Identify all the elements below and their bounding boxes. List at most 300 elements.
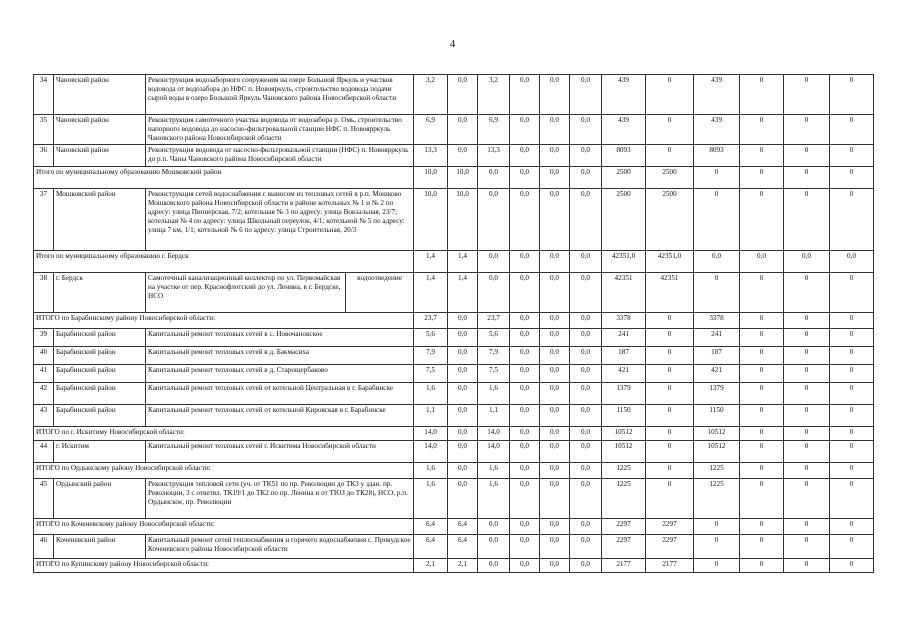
value-cell: 0,0 <box>478 519 510 535</box>
value-cell: 0 <box>784 145 830 167</box>
value-cell: 6,4 <box>448 535 478 559</box>
value-cell: 0 <box>646 347 694 365</box>
district-cell: Ордынский район <box>54 479 146 519</box>
value-cell: 0 <box>740 535 784 559</box>
total-label: ИТОГО по г. Искитиму Новосибирской области: <box>34 427 414 441</box>
value-cell: 0 <box>784 365 830 383</box>
value-cell: 1225 <box>694 479 740 519</box>
value-cell: 0 <box>740 463 784 479</box>
value-cell: 0,0 <box>830 251 874 273</box>
value-cell: 0 <box>740 365 784 383</box>
value-cell: 2,1 <box>448 559 478 573</box>
total-row <box>34 313 874 329</box>
value-cell: 0 <box>740 383 784 405</box>
value-cell: 0,0 <box>510 535 540 559</box>
value-cell: 0,0 <box>570 383 602 405</box>
value-cell: 0,0 <box>540 347 570 365</box>
value-cell: 187 <box>694 347 740 365</box>
value-cell: 0 <box>830 479 874 519</box>
district-cell: Коченевский район <box>54 535 146 559</box>
value-cell: 0 <box>830 273 874 313</box>
row-number: 39 <box>34 329 54 347</box>
total-row <box>34 251 874 273</box>
value-cell: 0 <box>784 405 830 427</box>
value-cell: 14,0 <box>414 427 448 441</box>
value-cell: 0,0 <box>694 251 740 273</box>
value-cell: 0 <box>694 273 740 313</box>
value-cell: 0,0 <box>540 115 570 145</box>
value-cell: 0 <box>740 405 784 427</box>
row-number: 43 <box>34 405 54 427</box>
row-number: 36 <box>34 145 54 167</box>
row-number: 38 <box>34 273 54 313</box>
row-number: 41 <box>34 365 54 383</box>
value-cell: 0 <box>830 329 874 347</box>
value-cell: 0,0 <box>448 347 478 365</box>
value-cell: 439 <box>602 115 646 145</box>
value-cell: 0,0 <box>570 329 602 347</box>
description-cell: Реконструкция водовода от насосно-фильтровальной станции (НФС) п. Новоярркуль до р.п. Чаны Чановского района Новосибирской области <box>146 145 414 167</box>
value-cell: 0,0 <box>540 273 570 313</box>
total-label: ИТОГО по Барабинскому району Новосибирской области: <box>34 313 414 329</box>
value-cell: 1,6 <box>478 463 510 479</box>
value-cell: 14,0 <box>414 441 448 463</box>
description-cell: Реконструкция тепловой сети (уч. от ТК51 по пр. Революции до ТК3 у здан. пр. Революции, 3 с ответвл. ТК19/1 до ТК2 по пр. Ленина и от ТЮЗ до ТК28), НСО, р.п. Ордынское, пр. Революции <box>146 479 414 519</box>
value-cell: 0 <box>784 167 830 189</box>
row-number: 35 <box>34 115 54 145</box>
value-cell: 0 <box>830 535 874 559</box>
value-cell: 1225 <box>694 463 740 479</box>
value-cell: 0,0 <box>510 383 540 405</box>
row-number: 40 <box>34 347 54 365</box>
value-cell: 1,4 <box>448 273 478 313</box>
table-row <box>34 145 874 167</box>
value-cell: 3378 <box>694 313 740 329</box>
value-cell: 0,0 <box>540 251 570 273</box>
table-row <box>34 365 874 383</box>
value-cell: 0,0 <box>510 427 540 441</box>
value-cell: 0,0 <box>510 479 540 519</box>
value-cell: 0,0 <box>570 189 602 251</box>
value-cell: 2500 <box>646 167 694 189</box>
value-cell: 0 <box>646 383 694 405</box>
value-cell: 0 <box>830 365 874 383</box>
value-cell: 0 <box>694 519 740 535</box>
description-cell: Капитальный ремонт тепловых сетей г. Искитима Новосибирской области <box>146 441 414 463</box>
district-cell: Чановский район <box>54 145 146 167</box>
table-row <box>34 273 874 313</box>
value-cell: 6,4 <box>414 519 448 535</box>
value-cell: 0 <box>740 273 784 313</box>
total-row <box>34 427 874 441</box>
value-cell: 0 <box>784 535 830 559</box>
value-cell: 1225 <box>602 479 646 519</box>
value-cell: 0,0 <box>570 427 602 441</box>
district-cell: Барабинский район <box>54 347 146 365</box>
table-row <box>34 441 874 463</box>
value-cell: 0,0 <box>448 75 478 115</box>
value-cell: 0,0 <box>570 115 602 145</box>
value-cell: 0 <box>830 427 874 441</box>
value-cell: 0,0 <box>448 365 478 383</box>
value-cell: 0 <box>740 559 784 573</box>
value-cell: 0,0 <box>448 441 478 463</box>
value-cell: 5,6 <box>478 329 510 347</box>
total-label: Итого по муниципальному образованию г. Бердск <box>34 251 414 273</box>
value-cell: 0,0 <box>570 75 602 115</box>
value-cell: 0,0 <box>570 405 602 427</box>
value-cell: 6,9 <box>478 115 510 145</box>
value-cell: 2297 <box>646 519 694 535</box>
value-cell: 2500 <box>646 189 694 251</box>
value-cell: 0,0 <box>448 313 478 329</box>
table-row <box>34 383 874 405</box>
value-cell: 0,0 <box>510 365 540 383</box>
value-cell: 0 <box>646 329 694 347</box>
value-cell: 0,0 <box>570 167 602 189</box>
value-cell: 0 <box>740 115 784 145</box>
value-cell: 2177 <box>602 559 646 573</box>
table-row <box>34 479 874 519</box>
row-number: 37 <box>34 189 54 251</box>
value-cell: 1,6 <box>478 383 510 405</box>
value-cell: 0,0 <box>540 441 570 463</box>
value-cell: 0,0 <box>510 145 540 167</box>
row-number: 46 <box>34 535 54 559</box>
value-cell: 13,3 <box>414 145 448 167</box>
value-cell: 1379 <box>602 383 646 405</box>
value-cell: 2297 <box>602 535 646 559</box>
description-cell: Реконструкция самотечного участка водовода от водозабора р. Омь, строительство напорного водовода до насосно-фильтровальной станции НФС п. Новоярркуль Чановского района Новосибирской области <box>146 115 414 145</box>
value-cell: 0,0 <box>448 463 478 479</box>
value-cell: 0 <box>830 189 874 251</box>
value-cell: 0 <box>740 441 784 463</box>
value-cell: 0,0 <box>570 479 602 519</box>
value-cell: 0 <box>646 479 694 519</box>
value-cell: 0 <box>830 115 874 145</box>
table-row <box>34 405 874 427</box>
description-cell: Капитальный ремонт тепловых сетей от котельной Центральная в г. Барабинске <box>146 383 414 405</box>
value-cell: 8093 <box>602 145 646 167</box>
value-cell: 0 <box>740 329 784 347</box>
value-cell: 0 <box>740 167 784 189</box>
value-cell: 0,0 <box>448 383 478 405</box>
value-cell: 0 <box>784 75 830 115</box>
description-cell: Реконструкция сетей водоснабжения с выносом из тепловых сетей в р.п. Мошково Мошковского района Новосибирской области в районе котельных № 1 и № 2 по адресу: улица Пионерская, 7/2; котельная № 3 по адресу: улица Вокзальная, 23/7; котельная № 4 по адресу: улица Школьный переулок, 4/1; котельной № 5 по адресу: улица 7 км, 1/1; котельной № 6 по адресу: улица Строительная, 20/3 <box>146 189 414 251</box>
value-cell: 0,0 <box>540 405 570 427</box>
value-cell: 0 <box>830 313 874 329</box>
value-cell: 0 <box>646 463 694 479</box>
total-label: ИТОГО по Купинскому району Новосибирской области: <box>34 559 414 573</box>
value-cell: 13,3 <box>478 145 510 167</box>
value-cell: 0 <box>784 463 830 479</box>
value-cell: 0 <box>646 75 694 115</box>
value-cell: 10512 <box>602 441 646 463</box>
value-cell: 0,0 <box>448 479 478 519</box>
value-cell: 0,0 <box>478 535 510 559</box>
value-cell: 10512 <box>694 441 740 463</box>
value-cell: 0 <box>784 347 830 365</box>
value-cell: 0 <box>830 167 874 189</box>
value-cell: 1379 <box>694 383 740 405</box>
table-row <box>34 329 874 347</box>
table-row <box>34 347 874 365</box>
value-cell: 0 <box>740 427 784 441</box>
value-cell: 0,0 <box>540 365 570 383</box>
value-cell: 0,0 <box>510 405 540 427</box>
district-cell: Барабинский район <box>54 329 146 347</box>
value-cell: 0 <box>740 189 784 251</box>
table-row <box>34 75 874 115</box>
value-cell: 0,0 <box>510 75 540 115</box>
value-cell: 0 <box>830 559 874 573</box>
value-cell: 0 <box>830 347 874 365</box>
value-cell: 0 <box>694 559 740 573</box>
value-cell: 0,0 <box>540 313 570 329</box>
value-cell: 439 <box>694 75 740 115</box>
value-cell: 0 <box>830 145 874 167</box>
value-cell: 7,9 <box>478 347 510 365</box>
value-cell: 0 <box>646 145 694 167</box>
total-label: ИТОГО по Ордынскому району Новосибирской области: <box>34 463 414 479</box>
district-cell: Чановский район <box>54 75 146 115</box>
value-cell: 2297 <box>602 519 646 535</box>
value-cell: 0 <box>694 535 740 559</box>
value-cell: 0 <box>646 115 694 145</box>
value-cell: 0,0 <box>540 479 570 519</box>
value-cell: 10512 <box>602 427 646 441</box>
total-label: Итого по муниципальному образованию Мошковский район <box>34 167 414 189</box>
value-cell: 0,0 <box>570 251 602 273</box>
value-cell: 0 <box>784 559 830 573</box>
value-cell: 0,0 <box>478 167 510 189</box>
value-cell: 10,0 <box>414 167 448 189</box>
value-cell: 23,7 <box>414 313 448 329</box>
value-cell: 10,0 <box>414 189 448 251</box>
description-cell: Капитальный ремонт тепловых сетей от котельной Кировская в г. Барабинске <box>146 405 414 427</box>
value-cell: 0 <box>646 441 694 463</box>
value-cell: 0 <box>646 365 694 383</box>
page-number: 4 <box>449 38 456 50</box>
district-cell: Мошковский район <box>54 189 146 251</box>
value-cell: 0 <box>784 519 830 535</box>
value-cell: 0,0 <box>570 559 602 573</box>
value-cell: 42351,0 <box>602 251 646 273</box>
district-cell: г. Искитим <box>54 441 146 463</box>
value-cell: 3,2 <box>414 75 448 115</box>
value-cell: 0,0 <box>510 251 540 273</box>
description-cell: Капитальный ремонт тепловых сетей в д. Бакмасиха <box>146 347 414 365</box>
value-cell: 439 <box>694 115 740 145</box>
value-cell: 0 <box>646 427 694 441</box>
value-cell: 0 <box>784 329 830 347</box>
value-cell: 7,5 <box>414 365 448 383</box>
value-cell: 421 <box>694 365 740 383</box>
value-cell: 3,2 <box>478 75 510 115</box>
value-cell: 0,0 <box>540 427 570 441</box>
value-cell: 0 <box>830 383 874 405</box>
value-cell: 0,0 <box>510 329 540 347</box>
value-cell: 0 <box>784 441 830 463</box>
value-cell: 0,0 <box>540 463 570 479</box>
district-cell: Барабинский район <box>54 365 146 383</box>
value-cell: 0,0 <box>510 189 540 251</box>
value-cell: 0,0 <box>510 347 540 365</box>
value-cell: 10,0 <box>448 167 478 189</box>
value-cell: 0,0 <box>540 145 570 167</box>
value-cell: 7,9 <box>414 347 448 365</box>
district-cell: Барабинский район <box>54 405 146 427</box>
value-cell: 0,0 <box>448 145 478 167</box>
value-cell: 0,0 <box>540 75 570 115</box>
value-cell: 0 <box>694 189 740 251</box>
value-cell: 42351,0 <box>646 251 694 273</box>
value-cell: 0 <box>784 383 830 405</box>
value-cell: 8093 <box>694 145 740 167</box>
value-cell: 0,0 <box>540 167 570 189</box>
value-cell: 0 <box>740 145 784 167</box>
value-cell: 7,5 <box>478 365 510 383</box>
value-cell: 5,6 <box>414 329 448 347</box>
value-cell: 2177 <box>646 559 694 573</box>
value-cell: 2297 <box>646 535 694 559</box>
value-cell: 0 <box>646 313 694 329</box>
value-cell: 6,9 <box>414 115 448 145</box>
value-cell: 0,0 <box>540 383 570 405</box>
value-cell: 10512 <box>694 427 740 441</box>
value-cell: 0,0 <box>570 365 602 383</box>
value-cell: 1,6 <box>478 479 510 519</box>
value-cell: 0 <box>830 441 874 463</box>
value-cell: 3378 <box>602 313 646 329</box>
value-cell: 0,0 <box>510 441 540 463</box>
value-cell: 0,0 <box>570 519 602 535</box>
value-cell: 1,6 <box>414 479 448 519</box>
value-cell: 0 <box>784 313 830 329</box>
value-cell: 2,1 <box>414 559 448 573</box>
value-cell: 0,0 <box>448 329 478 347</box>
value-cell: 0 <box>784 273 830 313</box>
total-row <box>34 463 874 479</box>
value-cell: 10,0 <box>448 189 478 251</box>
value-cell: 0 <box>830 75 874 115</box>
value-cell: 0,0 <box>540 329 570 347</box>
value-cell: 0,0 <box>448 427 478 441</box>
value-cell: 0,0 <box>570 145 602 167</box>
value-cell: 0 <box>740 347 784 365</box>
table-row <box>34 189 874 251</box>
value-cell: 0,0 <box>478 559 510 573</box>
value-cell: 1150 <box>694 405 740 427</box>
district-cell: г. Бердск <box>54 273 146 313</box>
total-row <box>34 167 874 189</box>
table-row <box>34 535 874 559</box>
value-cell: 0,0 <box>448 405 478 427</box>
description-cell: Капитальный ремонт сетей теплоснабжения и горячего водоснабжения с. Прокудское Коченевского района Новосибирской области <box>146 535 414 559</box>
value-cell: 0,0 <box>570 463 602 479</box>
document-table <box>33 74 874 573</box>
value-cell: 1,6 <box>414 383 448 405</box>
value-cell: 14,0 <box>478 441 510 463</box>
value-cell: 1,4 <box>414 251 448 273</box>
value-cell: 0,0 <box>448 115 478 145</box>
value-cell: 1,1 <box>414 405 448 427</box>
value-cell: 0,0 <box>570 313 602 329</box>
value-cell: 1,1 <box>478 405 510 427</box>
value-cell: 1150 <box>602 405 646 427</box>
row-number: 42 <box>34 383 54 405</box>
value-cell: 0,0 <box>570 273 602 313</box>
value-cell: 0,0 <box>784 251 830 273</box>
description-cell: Капитальный ремонт тепловых сетей в с. Новочановское <box>146 329 414 347</box>
district-cell: Чановский район <box>54 115 146 145</box>
district-cell: Барабинский район <box>54 383 146 405</box>
value-cell: 6,4 <box>448 519 478 535</box>
value-cell: 0,0 <box>540 535 570 559</box>
value-cell: 0,0 <box>478 251 510 273</box>
value-cell: 0,0 <box>540 189 570 251</box>
total-label: ИТОГО по Коченевскому району Новосибирской области: <box>34 519 414 535</box>
value-cell: 0,0 <box>510 463 540 479</box>
value-cell: 0,0 <box>510 273 540 313</box>
value-cell: 1225 <box>602 463 646 479</box>
row-number: 34 <box>34 75 54 115</box>
value-cell: 2500 <box>602 167 646 189</box>
value-cell: 187 <box>602 347 646 365</box>
value-cell: 0,0 <box>478 189 510 251</box>
row-number: 44 <box>34 441 54 463</box>
value-cell: 241 <box>602 329 646 347</box>
value-cell: 0,0 <box>510 167 540 189</box>
value-cell: 0,0 <box>540 519 570 535</box>
value-cell: 0 <box>830 519 874 535</box>
value-cell: 0,0 <box>570 535 602 559</box>
value-cell: 0,0 <box>570 347 602 365</box>
value-cell: 0 <box>784 115 830 145</box>
value-cell: 6,4 <box>414 535 448 559</box>
table-body <box>34 75 874 573</box>
value-cell: 0 <box>740 519 784 535</box>
total-row <box>34 519 874 535</box>
value-cell: 0,0 <box>510 519 540 535</box>
value-cell: 1,6 <box>414 463 448 479</box>
value-cell: 14,0 <box>478 427 510 441</box>
value-cell: 0,0 <box>510 559 540 573</box>
value-cell: 0,0 <box>740 251 784 273</box>
value-cell: 1,4 <box>414 273 448 313</box>
value-cell: 0 <box>740 479 784 519</box>
value-cell: 2500 <box>602 189 646 251</box>
value-cell: 23,7 <box>478 313 510 329</box>
value-cell: 439 <box>602 75 646 115</box>
value-cell: 0 <box>784 189 830 251</box>
value-cell: 1,4 <box>448 251 478 273</box>
row-number: 45 <box>34 479 54 519</box>
description-cell: Капитальный ремонт тепловых сетей в д. Старощербаково <box>146 365 414 383</box>
value-cell: 0 <box>830 463 874 479</box>
value-cell: 0 <box>784 427 830 441</box>
value-cell: 0 <box>740 75 784 115</box>
value-cell: 0 <box>646 405 694 427</box>
value-cell: 0,0 <box>570 441 602 463</box>
table-row <box>34 115 874 145</box>
value-cell: 0 <box>784 479 830 519</box>
value-cell: 42351 <box>646 273 694 313</box>
value-cell: 0 <box>694 167 740 189</box>
total-row <box>34 559 874 573</box>
value-cell: 241 <box>694 329 740 347</box>
value-cell: 0,0 <box>540 559 570 573</box>
